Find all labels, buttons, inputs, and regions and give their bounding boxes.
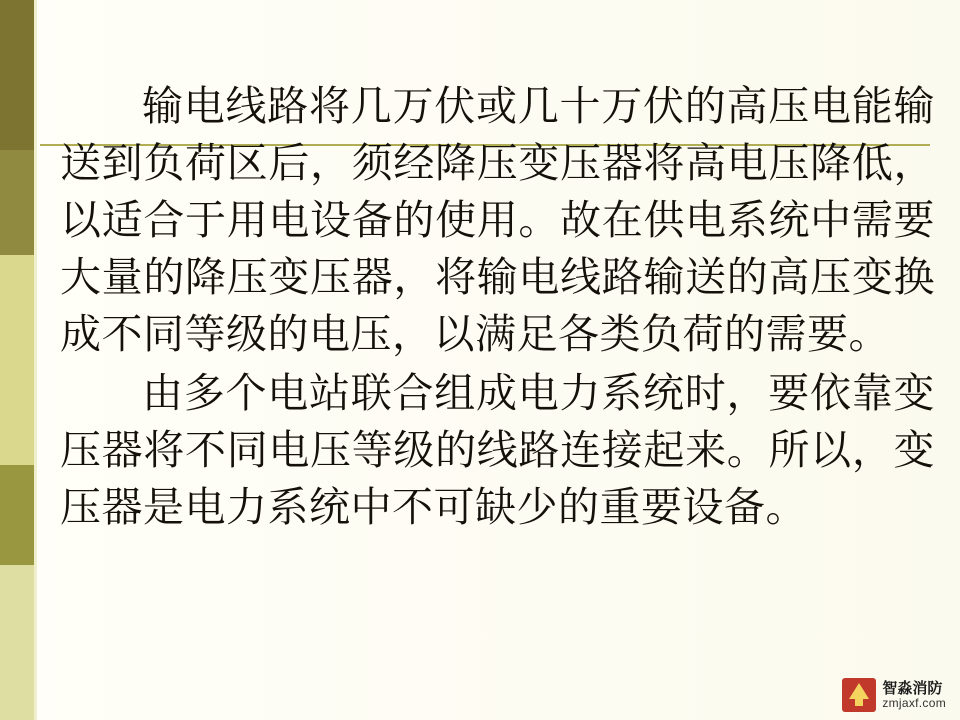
left-bar-block-4: [0, 465, 34, 565]
paragraph-1: 输电线路将几万伏或几十万伏的高压电能输送到负荷区后，须经降压变压器将高电压降低，以适合于用电设备的使用。故在供电系统中需要大量的降压变压器，将输电线路输送的高压变换成不同等级的电压，以满足各类负荷的需要。: [60, 83, 935, 357]
left-bar-block-1: [0, 0, 34, 150]
left-bar-block-5: [0, 565, 34, 720]
left-bar-edge: [34, 0, 37, 720]
left-bar-block-2: [0, 150, 34, 255]
flame-logo-icon: [842, 678, 876, 712]
watermark-title: 智淼消防: [882, 679, 943, 697]
watermark-url: zmjaxf.com: [882, 695, 946, 710]
watermark: [842, 678, 946, 712]
slide-body: [60, 78, 935, 536]
paragraph-2: 由多个电站联合组成电力系统时，要依靠变压器将不同电压等级的线路连接起来。所以，变压器是电力系统中不可缺少的重要设备。: [60, 370, 935, 530]
watermark-text: [882, 681, 946, 709]
left-bar-block-3: [0, 255, 34, 465]
decorative-left-bar: [0, 0, 34, 720]
